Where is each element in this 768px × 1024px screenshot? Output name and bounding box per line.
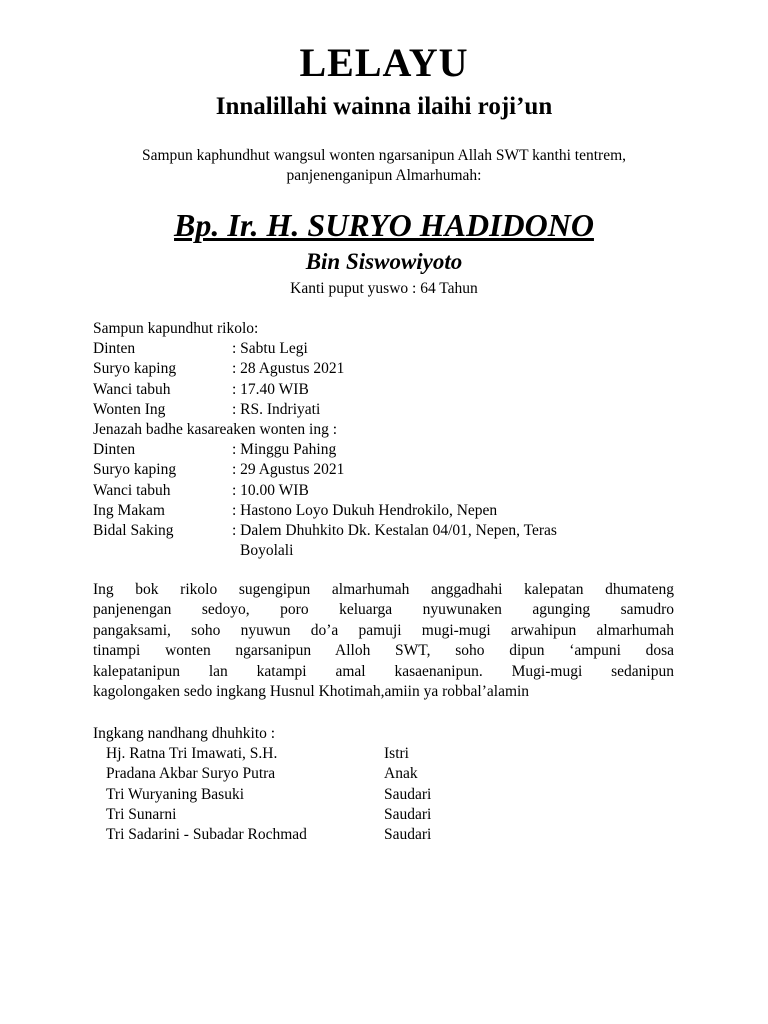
member-name: Tri Wuryaning Basuki xyxy=(106,785,245,803)
member-relation: Anak xyxy=(384,765,418,783)
document-title: LELAYU xyxy=(299,40,469,85)
message-line: tinampi wonten ngarsanipun Alloh SWT, soho dipun ‘ampuni dosa xyxy=(93,642,674,660)
detail-value: : 29 Agustus 2021 xyxy=(232,461,345,479)
family-member xyxy=(93,764,431,784)
family-member xyxy=(93,785,431,805)
message-line: pangaksami, soho nyuwun do’a pamuji mugi-mugi arwahipun almarhumah xyxy=(93,621,674,639)
document-subtitle: Innalillahi wainna ilaihi roji’un xyxy=(215,93,553,120)
detail-continuation: Boyolali xyxy=(240,542,294,560)
message-line: kalepatanipun lan katampi amal kasaenanipun. Mugi-mugi sedanipun xyxy=(93,662,674,680)
family-heading: Ingkang nandhang dhuhkito : xyxy=(93,725,276,742)
detail-value: : Minggu Pahing xyxy=(232,441,337,459)
family-member xyxy=(93,805,431,825)
detail-label: Ing Makam xyxy=(93,501,165,519)
intro-text xyxy=(0,146,768,186)
detail-label: Wanci tabuh xyxy=(93,380,171,398)
family-list xyxy=(93,724,431,845)
detail-value: : Sabtu Legi xyxy=(232,340,308,358)
detail-label: Suryo kaping xyxy=(93,461,177,479)
detail-row xyxy=(93,380,557,400)
detail-label: Dinten xyxy=(93,441,136,459)
detail-value: : 17.40 WIB xyxy=(232,380,309,398)
message-line: Ing bok rikolo sugengipun almarhumah anggadhahi kalepatan dhumateng xyxy=(93,581,674,598)
detail-row xyxy=(93,339,557,359)
message-line: panjenengan sedoyo, poro keluarga nyuwunaken agunging samudro xyxy=(93,601,674,619)
detail-label: Bidal Saking xyxy=(93,522,174,540)
detail-row xyxy=(93,481,557,501)
detail-label: Wonten Ing xyxy=(93,400,166,418)
detail-row xyxy=(93,400,557,420)
member-name: Tri Sadarini - Subadar Rochmad xyxy=(106,826,307,844)
member-relation: Istri xyxy=(384,745,409,763)
message-paragraph xyxy=(93,580,674,702)
death-heading: Sampun kapundhut rikolo: xyxy=(93,320,259,337)
family-member xyxy=(93,825,431,845)
intro-line: Sampun kaphundhut wangsul wonten ngarsanipun Allah SWT kanthi tentrem, xyxy=(141,147,627,164)
message-line: kagolongaken sedo ingkang Husnul Khotimah,amiin ya robbal’alamin xyxy=(93,682,530,700)
member-relation: Saudari xyxy=(384,785,432,803)
detail-label: Suryo kaping xyxy=(93,360,177,378)
detail-label: Dinten xyxy=(93,340,136,358)
detail-value: : 28 Agustus 2021 xyxy=(232,360,345,378)
deceased-name: Bp. Ir. H. SURYO HADIDONO xyxy=(174,207,594,243)
deceased-age: Kanti puput yuswo : 64 Tahun xyxy=(290,280,478,297)
member-name: Tri Sunarni xyxy=(106,805,177,823)
member-name: Hj. Ratna Tri Imawati, S.H. xyxy=(106,745,278,763)
detail-label: Wanci tabuh xyxy=(93,481,171,499)
detail-row xyxy=(93,501,557,521)
intro-line: panjenenganipun Almarhumah: xyxy=(286,167,482,184)
member-relation: Saudari xyxy=(384,826,432,844)
death-details xyxy=(93,319,557,561)
detail-value: : Hastono Loyo Dukuh Hendrokilo, Nepen xyxy=(232,501,498,519)
family-member xyxy=(93,744,431,764)
member-name: Pradana Akbar Suryo Putra xyxy=(106,765,276,783)
detail-value: : 10.00 WIB xyxy=(232,481,309,499)
detail-value: : Dalem Dhuhkito Dk. Kestalan 04/01, Nepen, Teras xyxy=(232,522,557,540)
burial-heading: Jenazah badhe kasareaken wonten ing : xyxy=(93,421,338,439)
detail-row xyxy=(93,460,557,480)
detail-row xyxy=(93,521,557,541)
detail-value: : RS. Indriyati xyxy=(232,400,321,418)
detail-row xyxy=(93,440,557,460)
member-relation: Saudari xyxy=(384,805,432,823)
detail-row xyxy=(93,359,557,379)
deceased-bin: Bin Siswowiyoto xyxy=(305,249,463,274)
